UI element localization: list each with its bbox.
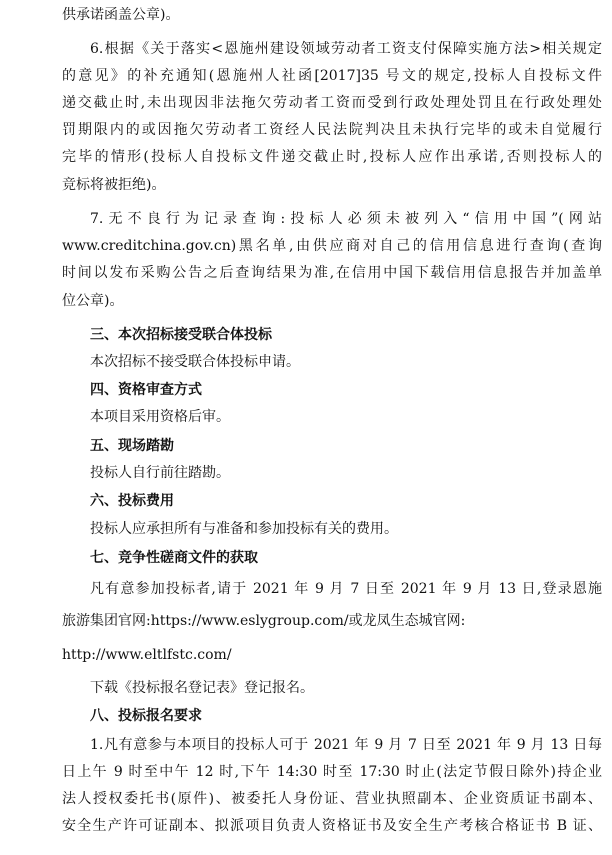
text-line: 1.凡有意参与本项目的投标人可于 2021 年 9 月 7 日至 2021 年 9 月 13 日每 xyxy=(90,737,602,753)
section-heading: 七、竞争性磋商文件的获取 xyxy=(90,550,258,566)
text-line: http://www.eltlfstc.com/ xyxy=(62,647,232,663)
section-heading: 四、资格审查方式 xyxy=(90,382,202,398)
text-line: 法人授权委托书(原件)、被委托人身份证、营业执照副本、企业资质证书副本、 xyxy=(62,791,602,807)
text-line: 的意见》的补充通知(恩施州人社函[2017]35 号文的规定,投标人自投标文件 xyxy=(62,68,602,84)
text-line: 6.根据《关于落实<恩施州建设领域劳动者工资支付保障实施方法>相关规定 xyxy=(90,41,602,57)
section-heading: 八、投标报名要求 xyxy=(90,708,202,724)
section-heading: 五、现场踏勘 xyxy=(90,438,174,454)
text-line: 7.无不良行为记录查询:投标人必须未被列入“信用中国”(网站 xyxy=(90,211,602,227)
text-line: 竞标将被拒绝)。 xyxy=(62,177,166,193)
text-line: 旅游集团官网:https://www.eslygroup.com/或龙凤生态城官网: xyxy=(62,613,466,629)
text-line: 本次招标不接受联合体投标申请。 xyxy=(90,354,300,370)
text-line: 投标人应承担所有与准备和参加投标有关的费用。 xyxy=(90,521,398,537)
text-line: 递交截止时,未出现因非法拖欠劳动者工资而受到行政处理处罚且在行政处理处 xyxy=(62,95,602,111)
text-line: 完毕的情形(投标人自投标文件递交截止时,投标人应作出承诺,否则投标人的 xyxy=(62,149,602,165)
text-line: 罚期限内的或因拖欠劳动者工资经人民法院判决且未执行完毕的或未自觉履行 xyxy=(62,122,602,138)
text-line: 日上午 9 时至中午 12 时,下午 14:30 时至 17:30 时止(法定节假日除外)持企业 xyxy=(62,764,602,780)
section-heading: 六、投标费用 xyxy=(90,493,174,509)
text-line: 时间以发布采购公告之后查询结果为准,在信用中国下载信用信息报告并加盖单 xyxy=(62,265,602,281)
text-line: 位公章)。 xyxy=(62,293,124,309)
text-line: www.creditchina.gov.cn)黑名单,由供应商对自己的信用信息进行查询(查询 xyxy=(62,238,602,254)
text-line: 投标人自行前往踏勘。 xyxy=(90,465,230,481)
text-line: 下载《投标报名登记表》登记报名。 xyxy=(90,680,314,696)
text-line: 凡有意参加投标者,请于 2021 年 9 月 7 日至 2021 年 9 月 13 日,登录恩施 xyxy=(90,581,602,597)
section-heading: 三、本次招标接受联合体投标 xyxy=(90,327,272,343)
text-line: 本项目采用资格后审。 xyxy=(90,409,230,425)
text-line: 供承诺函盖公章)。 xyxy=(62,7,180,23)
text-line: 安全生产许可证副本、拟派项目负责人资格证书及安全生产考核合格证书 B 证、 xyxy=(62,818,602,834)
